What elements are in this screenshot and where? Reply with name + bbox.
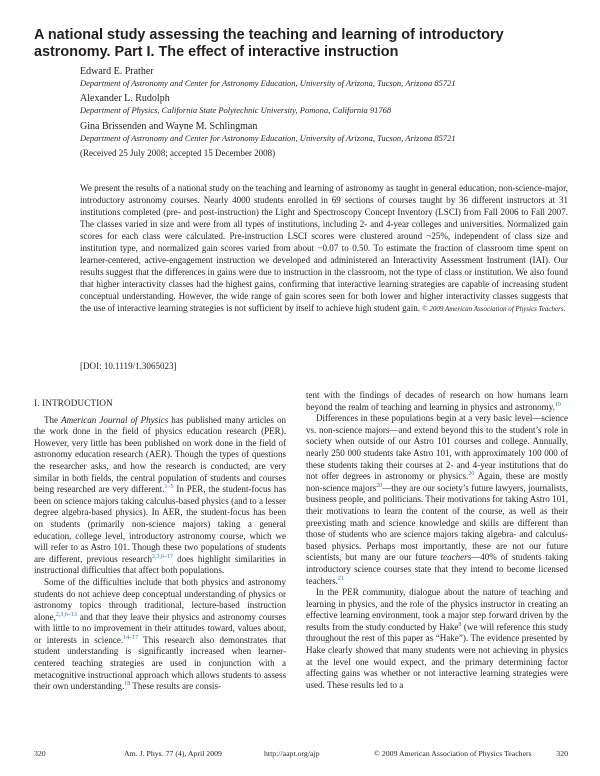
- right-column: [306, 390, 568, 691]
- author-name: Gina Brissenden and Wayne M. Schlingman: [80, 120, 258, 132]
- body-paragraph: Some of the difficulties include that both physics and astronomy students do not achieve deep conceptual understanding of physics or astronomy topics through traditional, lecture-based instruction alone,$^{2,3,6-13}$ and that they leave their physics and astronomy courses with little to no improvement in their attitudes toward, values about, or interests in science.$^{14-17}$ This research also demonstrates that student understanding is significantly increased when learner-centered teaching strategies are used in conjunction with a metacognitive instructional approach which allows students to assess their own understanding.$^{18}$ These results are consis-: [34, 576, 286, 692]
- body-paragraph: In the PER community, dialogue about the nature of teaching and learning in physics, and the role of the physics instructor in creating an effective learning environment, took a major step forward driven by the results from the study conducted by Hake$^8$ (we will reference this study throughout the rest of this paper as “Hake”). The evidence presented by Hake clearly showed that many students were not achieving in physics at the level one would expect, and the primary determining factor affecting gains was whether or not interactive learning strategies were used. These results led to a: [306, 587, 568, 690]
- author-block: [80, 121, 550, 143]
- citation-link[interactable]: 2,3,6–17: [151, 553, 173, 560]
- footer-copyright: © 2009 American Association of Physics Teachers: [374, 749, 532, 758]
- received-dates: (Received 25 July 2008; accepted 15 December 2008): [80, 147, 276, 158]
- author-name: Alexander L. Rudolph: [80, 93, 170, 105]
- page-footer: [34, 748, 568, 760]
- author-affiliation: Department of Physics, California State Polytechnic University, Pomona, California 91768: [80, 105, 392, 116]
- abstract-text: We present the results of a national study on the teaching and learning of astronomy as taught in general education, non-science-major, introductory astronomy courses. Nearly 4000 students enrolled in 69 sections of courses taught by 36 different instructors at 31 institutions completed (pre- and post-instruction) the Light and Spectroscopy Concept Inventory (LSCI) from Fall 2006 to Fall 2007. The classes varied in size and were from all types of institutions, including 2- and 4-year colleges and universities. Normalized gain scores for each class were calculated. Pre-instruction LSCI scores were clustered around ~25%, independent of class size and institution type, and normalized gain scores varied from about −0.07 to 0.50. To estimate the fraction of classroom time spent on learner-centered, active-engagement instruction we developed and administered an Interactivity Assessment Instrument (IAI). Our results suggest that the differences in gains were due to instruction in the classroom, not the type of class or institution. We also found that higher interactivity classes had the highest gains, confirming that interactive learning strategies are capable of increasing student conceptual understanding. However, the wide range of gain scores seen for both lower and higher interactivity classes suggests that the use of interactive learning strategies is not sufficient by itself to achieve high student gain.: [80, 183, 568, 313]
- citation-link[interactable]: 14–17: [123, 634, 139, 641]
- paper-title: A national study assessing the teaching and learning of introductory astronomy. Part I. The effect of interactive instruction: [34, 27, 504, 60]
- body-paragraph: Differences in these populations begin at a very basic level—science vs. non-science majors—and extend beyond this to the student’s role in society when outside of our Astro 101 courses and college. Annually, nearly 250 000 students take Astro 101, with approximately 100 000 of these students taking their courses at 2- and 4-year institutions that do not offer degrees in astronomy or physics.$^{20}$ Again, these are mostly non-science majors$^{20}$—they are our society’s future lawyers, journalists, business people, and politicians. Their motivations for taking Astro 101, their motivations to learn the content of the course, as well as their preexisting math and science knowledge and skills are different than those of students who are science majors taking algebra- and calculus-based physics. Perhaps most importantly, these are not our future scientists, but many are our future teachers—40% of students taking introductory science courses state that they intend to become licensed teachers.$^{21}$: [306, 413, 569, 586]
- journal-url[interactable]: http://aapt.org/ajp: [264, 749, 320, 758]
- citation-link[interactable]: 20: [376, 482, 383, 489]
- author-affiliation: Department of Astronomy and Center for Astronomy Education, University of Arizona, Tucson, Arizona 85721: [80, 132, 456, 143]
- journal-name: American Journal of Physics: [61, 414, 169, 425]
- author-affiliation: Department of Astronomy and Center for Astronomy Education, University of Arizona, Tucson, Arizona 85721: [80, 78, 456, 88]
- author-name: Edward E. Prather: [80, 66, 154, 77]
- citation-link[interactable]: 1–5: [164, 484, 174, 491]
- author-block: [80, 66, 550, 88]
- citation-link[interactable]: 20: [468, 471, 475, 478]
- page-number-left: 320: [34, 749, 46, 758]
- citation-link[interactable]: 8: [458, 621, 462, 628]
- left-column: [34, 398, 286, 693]
- author-block: [80, 93, 550, 115]
- journal-reference: Am. J. Phys. 77 (4), April 2009: [124, 749, 222, 758]
- citation-link[interactable]: 2,3,6–13: [55, 611, 77, 618]
- abstract-copyright: © 2009 American Association of Physics Teachers.: [422, 305, 566, 313]
- citation-link[interactable]: 19: [554, 401, 561, 408]
- doi: [DOI: 10.1119/1.3065023]: [80, 361, 177, 371]
- emphasis: teachers: [440, 552, 472, 563]
- citation-link[interactable]: 21: [337, 575, 344, 582]
- body-paragraph: The American Journal of Physics has published many articles on the work done in the field of physics education research (PER). However, very little has been published on work done in the field of astronomy education research (AER). Though the types of questions the researcher asks, and how the research is conducted, are very similar in both fields, the central population of students and courses being researched are very different.$^{1-5}$ In PER, the student-focus has been on science majors taking calculus-based physics (and to a lesser degree algebra-based physics). In AER, the student-focus has been on students (primarily non-science majors) taking a general education, college level, introductory astronomy course, which we will refer to as Astro 101. Though these two populations of students are different, previous research$^{2,3,6-17}$ does highlight similarities in instructional difficulties that affect both populations.: [34, 414, 287, 576]
- citation-link[interactable]: 18: [124, 681, 131, 688]
- body-paragraph: tent with the findings of decades of research on how humans learn beyond the realm of teaching and learning in physics and astronomy.$^{19}$: [306, 390, 568, 412]
- section-heading: I. INTRODUCTION: [34, 398, 113, 408]
- abstract: [80, 182, 568, 315]
- page-number-right: 320: [556, 749, 568, 758]
- author-list: [80, 66, 550, 159]
